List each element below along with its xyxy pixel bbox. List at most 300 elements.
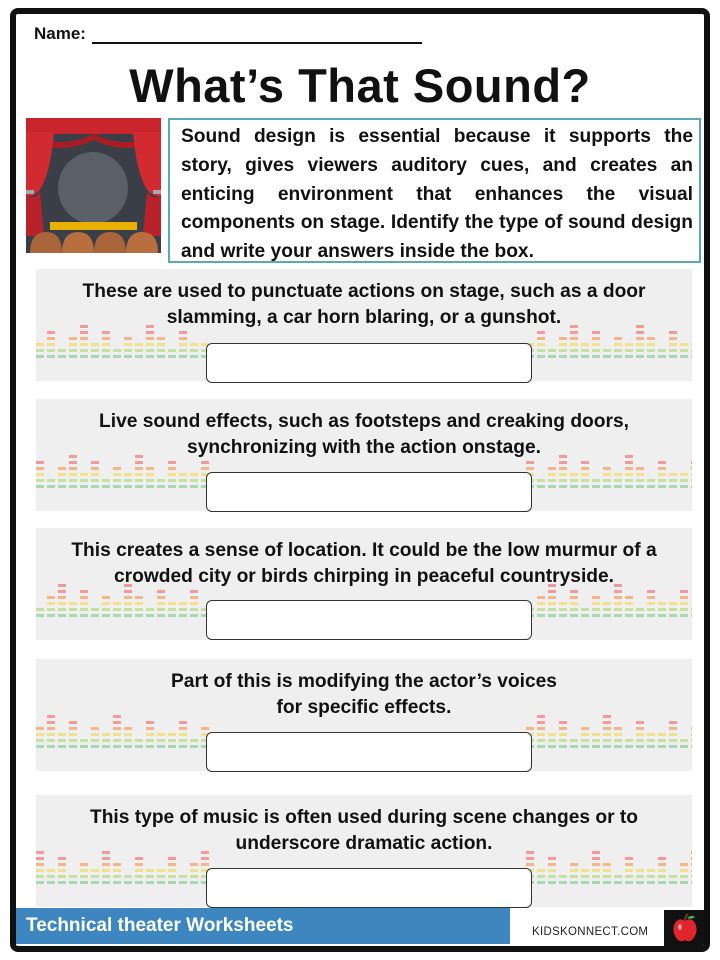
equalizer-bar xyxy=(625,739,633,742)
equalizer-bar xyxy=(592,863,600,866)
equalizer-bar xyxy=(113,869,121,872)
equalizer-bar xyxy=(537,745,545,748)
equalizer-bar xyxy=(135,467,143,470)
equalizer-bar xyxy=(570,355,578,358)
equalizer-bar xyxy=(548,479,556,482)
equalizer-bar xyxy=(559,467,567,470)
equalizer-bar xyxy=(36,473,44,476)
equalizer-bar xyxy=(91,349,99,352)
equalizer-bar xyxy=(559,614,567,617)
equalizer-bar xyxy=(91,875,99,878)
equalizer-bar xyxy=(581,355,589,358)
equalizer-bar xyxy=(157,745,165,748)
equalizer-bar xyxy=(537,602,545,605)
equalizer-bar xyxy=(548,355,556,358)
equalizer-bar xyxy=(168,863,176,866)
equalizer-bar xyxy=(102,337,110,340)
equalizer-bar xyxy=(537,881,545,884)
equalizer-bar xyxy=(69,602,77,605)
equalizer-bar xyxy=(537,596,545,599)
equalizer-bar xyxy=(58,739,66,742)
equalizer-bar xyxy=(36,875,44,878)
equalizer-bar xyxy=(614,590,622,593)
equalizer-bar xyxy=(592,881,600,884)
equalizer-bar xyxy=(113,881,121,884)
equalizer-bar xyxy=(614,614,622,617)
equalizer-bar xyxy=(603,355,611,358)
equalizer-bar xyxy=(559,881,567,884)
equalizer-bar xyxy=(614,485,622,488)
equalizer-bar xyxy=(680,596,688,599)
equalizer-bar xyxy=(625,869,633,872)
equalizer-bar xyxy=(548,863,556,866)
equalizer-bar xyxy=(680,614,688,617)
theater-stage-icon xyxy=(26,118,161,253)
equalizer-bar xyxy=(91,485,99,488)
equalizer-bar xyxy=(570,608,578,611)
equalizer-bar xyxy=(36,461,44,464)
question-text-3: This creates a sense of location. It could be the low murmur of a crowded city or birds chirping in peaceful countryside. xyxy=(71,540,657,587)
equalizer-bar xyxy=(124,485,132,488)
equalizer-bar xyxy=(179,881,187,884)
equalizer-bar xyxy=(58,745,66,748)
equalizer-bar xyxy=(168,479,176,482)
equalizer-bar xyxy=(190,485,198,488)
equalizer-bar xyxy=(581,745,589,748)
equalizer-bar xyxy=(146,343,154,346)
equalizer-bar xyxy=(592,349,600,352)
equalizer-bar xyxy=(669,733,677,736)
equalizer-bar xyxy=(113,473,121,476)
equalizer-bar xyxy=(625,745,633,748)
equalizer-bar xyxy=(669,343,677,346)
equalizer-bar xyxy=(91,745,99,748)
equalizer-bar xyxy=(636,721,644,724)
equalizer-bar xyxy=(157,355,165,358)
equalizer-bar xyxy=(691,343,692,346)
equalizer-bar xyxy=(124,881,132,884)
equalizer-bar xyxy=(157,875,165,878)
question-text-1: These are used to punctuate actions on stage, such as a door slamming, a car horn blaring, or a gunshot. xyxy=(82,281,646,328)
equalizer-bar xyxy=(581,349,589,352)
equalizer-bar xyxy=(113,355,121,358)
equalizer-bar xyxy=(570,602,578,605)
equalizer-bar xyxy=(636,881,644,884)
equalizer-bar xyxy=(47,745,55,748)
apple-logo-icon xyxy=(664,910,706,946)
equalizer-bar xyxy=(179,739,187,742)
equalizer-bar xyxy=(102,875,110,878)
equalizer-bar xyxy=(36,355,44,358)
equalizer-bar xyxy=(113,602,121,605)
equalizer-bar xyxy=(58,473,66,476)
equalizer-bar xyxy=(201,857,209,860)
equalizer-bar xyxy=(91,479,99,482)
equalizer-bar xyxy=(80,343,88,346)
equalizer-bar xyxy=(80,479,88,482)
equalizer-bar xyxy=(559,349,567,352)
equalizer-bar xyxy=(592,479,600,482)
equalizer-bar xyxy=(91,614,99,617)
equalizer-bar xyxy=(113,727,121,730)
equalizer-bar xyxy=(680,479,688,482)
equalizer-bar xyxy=(146,467,154,470)
equalizer-bar xyxy=(201,461,209,464)
equalizer-bar xyxy=(537,337,545,340)
equalizer-bar xyxy=(537,739,545,742)
equalizer-bar xyxy=(548,596,556,599)
equalizer-bar xyxy=(36,733,44,736)
equalizer-bar xyxy=(636,479,644,482)
equalizer-bar xyxy=(581,608,589,611)
equalizer-bar xyxy=(190,614,198,617)
equalizer-bar xyxy=(36,881,44,884)
answer-box-4[interactable] xyxy=(206,732,532,772)
equalizer-bar xyxy=(614,602,622,605)
equalizer-bar xyxy=(647,355,655,358)
equalizer-bar xyxy=(548,745,556,748)
equalizer-bar xyxy=(680,473,688,476)
equalizer-bar xyxy=(691,355,692,358)
equalizer-bar xyxy=(559,461,567,464)
equalizer-bar xyxy=(190,473,198,476)
equalizer-bar xyxy=(680,869,688,872)
equalizer-bar xyxy=(625,863,633,866)
equalizer-bar xyxy=(691,857,692,860)
equalizer-bar xyxy=(647,479,655,482)
equalizer-bar xyxy=(570,590,578,593)
equalizer-bar xyxy=(58,479,66,482)
equalizer-bar xyxy=(58,349,66,352)
equalizer-bar xyxy=(592,739,600,742)
equalizer-bar xyxy=(102,485,110,488)
equalizer-bar xyxy=(113,467,121,470)
equalizer-bar xyxy=(691,733,692,736)
equalizer-bar xyxy=(135,343,143,346)
equalizer-bar xyxy=(80,869,88,872)
equalizer-bar xyxy=(146,485,154,488)
equalizer-bar xyxy=(124,745,132,748)
equalizer-bar xyxy=(570,881,578,884)
equalizer-bar xyxy=(58,467,66,470)
equalizer-bar xyxy=(669,614,677,617)
equalizer-bar xyxy=(146,337,154,340)
equalizer-bar xyxy=(69,745,77,748)
equalizer-bar xyxy=(636,608,644,611)
equalizer-bar xyxy=(146,608,154,611)
equalizer-bar xyxy=(157,596,165,599)
equalizer-bar xyxy=(691,727,692,730)
equalizer-bar xyxy=(669,485,677,488)
equalizer-bar xyxy=(581,343,589,346)
equalizer-bar xyxy=(80,473,88,476)
equalizer-bar xyxy=(179,331,187,334)
equalizer-bar xyxy=(146,881,154,884)
equalizer-bar xyxy=(658,479,666,482)
equalizer-bar xyxy=(69,355,77,358)
equalizer-bar xyxy=(603,863,611,866)
equalizer-bar xyxy=(592,733,600,736)
equalizer-bar xyxy=(146,869,154,872)
equalizer-bar xyxy=(91,869,99,872)
name-label: Name: xyxy=(34,24,86,43)
answer-box-5[interactable] xyxy=(206,868,532,908)
equalizer-bar xyxy=(135,479,143,482)
equalizer-bar xyxy=(537,331,545,334)
equalizer-bar xyxy=(691,875,692,878)
answer-box-2[interactable] xyxy=(206,472,532,512)
equalizer-bar xyxy=(102,596,110,599)
equalizer-bar xyxy=(559,733,567,736)
equalizer-bar xyxy=(58,602,66,605)
equalizer-bar xyxy=(179,745,187,748)
equalizer-bar xyxy=(636,467,644,470)
equalizer-bar xyxy=(179,337,187,340)
equalizer-bar xyxy=(157,343,165,346)
equalizer-bar xyxy=(58,857,66,860)
equalizer-bar xyxy=(636,485,644,488)
equalizer-bar xyxy=(625,349,633,352)
equalizer-bar xyxy=(58,733,66,736)
question-text-5: This type of music is often used during scene changes or to underscore dramatic action. xyxy=(89,807,638,854)
equalizer-bar xyxy=(201,727,209,730)
equalizer-bar xyxy=(47,349,55,352)
equalizer-bar xyxy=(680,343,688,346)
equalizer-bar xyxy=(614,343,622,346)
equalizer-bar xyxy=(168,869,176,872)
equalizer-bar xyxy=(135,461,143,464)
equalizer-bar xyxy=(190,608,198,611)
equalizer-bar xyxy=(102,349,110,352)
equalizer-bar xyxy=(113,608,121,611)
equalizer-bar xyxy=(548,485,556,488)
equalizer-bar xyxy=(190,875,198,878)
equalizer-bar xyxy=(135,869,143,872)
equalizer-bar xyxy=(658,733,666,736)
equalizer-bar xyxy=(102,331,110,334)
equalizer-bar xyxy=(135,596,143,599)
equalizer-bar xyxy=(625,355,633,358)
equalizer-bar xyxy=(157,337,165,340)
equalizer-bar xyxy=(157,590,165,593)
equalizer-bar xyxy=(581,727,589,730)
equalizer-bar xyxy=(647,739,655,742)
equalizer-bar xyxy=(680,349,688,352)
equalizer-bar xyxy=(581,479,589,482)
question-text-4: Part of this is modifying the actor’s voices for specific effects. xyxy=(171,671,557,718)
equalizer-bar xyxy=(625,602,633,605)
equalizer-bar xyxy=(669,331,677,334)
equalizer-bar xyxy=(69,614,77,617)
equalizer-bar xyxy=(625,881,633,884)
equalizer-bar xyxy=(157,602,165,605)
equalizer-bar xyxy=(80,614,88,617)
equalizer-bar xyxy=(47,739,55,742)
equalizer-bar xyxy=(548,614,556,617)
equalizer-bar xyxy=(603,745,611,748)
equalizer-bar xyxy=(124,343,132,346)
equalizer-bar xyxy=(570,739,578,742)
equalizer-bar xyxy=(179,485,187,488)
equalizer-bar xyxy=(691,614,692,617)
equalizer-bar xyxy=(80,349,88,352)
equalizer-bar xyxy=(581,869,589,872)
equalizer-bar xyxy=(647,337,655,340)
equalizer-bar xyxy=(669,875,677,878)
equalizer-bar xyxy=(636,869,644,872)
equalizer-bar xyxy=(146,739,154,742)
equalizer-bar xyxy=(559,479,567,482)
equalizer-bar xyxy=(47,727,55,730)
equalizer-bar xyxy=(179,602,187,605)
equalizer-bar xyxy=(47,596,55,599)
equalizer-bar xyxy=(603,473,611,476)
answer-box-1[interactable] xyxy=(206,343,532,383)
equalizer-bar xyxy=(179,473,187,476)
equalizer-bar xyxy=(47,869,55,872)
equalizer-bar xyxy=(80,875,88,878)
equalizer-bar xyxy=(36,467,44,470)
equalizer-bar xyxy=(58,355,66,358)
equalizer-bar xyxy=(157,479,165,482)
equalizer-bar xyxy=(636,473,644,476)
equalizer-bar xyxy=(80,739,88,742)
equalizer-bar xyxy=(135,863,143,866)
equalizer-bar xyxy=(647,875,655,878)
equalizer-bar xyxy=(113,875,121,878)
equalizer-bar xyxy=(69,727,77,730)
name-blank-line[interactable] xyxy=(92,26,422,44)
equalizer-bar xyxy=(614,881,622,884)
equalizer-bar xyxy=(146,727,154,730)
equalizer-bar xyxy=(625,467,633,470)
equalizer-bar xyxy=(691,473,692,476)
equalizer-bar xyxy=(614,473,622,476)
equalizer-bar xyxy=(179,733,187,736)
equalizer-bar xyxy=(102,745,110,748)
equalizer-bar xyxy=(647,745,655,748)
equalizer-bar xyxy=(581,461,589,464)
equalizer-bar xyxy=(636,614,644,617)
equalizer-bar xyxy=(603,349,611,352)
equalizer-bar xyxy=(80,355,88,358)
equalizer-bar xyxy=(570,745,578,748)
equalizer-bar xyxy=(135,608,143,611)
equalizer-bar xyxy=(47,608,55,611)
equalizer-bar xyxy=(647,869,655,872)
equalizer-bar xyxy=(658,608,666,611)
equalizer-bar xyxy=(113,745,121,748)
answer-box-3[interactable] xyxy=(206,600,532,640)
equalizer-bar xyxy=(669,479,677,482)
equalizer-bar xyxy=(36,608,44,611)
equalizer-bar xyxy=(80,331,88,334)
equalizer-bar xyxy=(91,739,99,742)
equalizer-bar xyxy=(548,739,556,742)
equalizer-bar xyxy=(157,869,165,872)
equalizer-bar xyxy=(47,602,55,605)
equalizer-bar xyxy=(647,485,655,488)
equalizer-bar xyxy=(157,614,165,617)
equalizer-bar xyxy=(146,733,154,736)
equalizer-bar xyxy=(680,590,688,593)
equalizer-bar xyxy=(691,608,692,611)
equalizer-bar xyxy=(592,869,600,872)
equalizer-bar xyxy=(570,596,578,599)
name-field xyxy=(34,24,422,44)
equalizer-bar xyxy=(625,875,633,878)
equalizer-bar xyxy=(124,733,132,736)
equalizer-bar xyxy=(548,602,556,605)
equalizer-bar xyxy=(548,857,556,860)
equalizer-bar xyxy=(135,875,143,878)
equalizer-bar xyxy=(113,485,121,488)
equalizer-bar xyxy=(603,485,611,488)
equalizer-bar xyxy=(168,739,176,742)
equalizer-bar xyxy=(570,337,578,340)
equalizer-bar xyxy=(69,343,77,346)
equalizer-bar xyxy=(603,727,611,730)
equalizer-bar xyxy=(581,733,589,736)
equalizer-bar xyxy=(592,343,600,346)
equalizer-bar xyxy=(658,739,666,742)
equalizer-bar xyxy=(124,739,132,742)
equalizer-bar xyxy=(168,857,176,860)
equalizer-bar xyxy=(113,479,121,482)
equalizer-bar xyxy=(537,727,545,730)
equalizer-bar xyxy=(548,473,556,476)
equalizer-bar xyxy=(58,485,66,488)
equalizer-bar xyxy=(190,349,198,352)
equalizer-bar xyxy=(80,596,88,599)
equalizer-bar xyxy=(135,355,143,358)
equalizer-bar xyxy=(135,881,143,884)
equalizer-bar xyxy=(146,745,154,748)
equalizer-bar xyxy=(603,602,611,605)
intro-paragraph: Sound design is essential because it supports the story, gives viewers auditory cues, and creates an enticing environment that enhances the visual components on stage. Identify the type of sound design and write your answers inside the box. xyxy=(168,118,701,263)
equalizer-bar xyxy=(691,467,692,470)
equalizer-bar xyxy=(124,602,132,605)
equalizer-bar xyxy=(614,349,622,352)
equalizer-bar xyxy=(190,355,198,358)
equalizer-bar xyxy=(190,596,198,599)
equalizer-bar xyxy=(625,343,633,346)
equalizer-bar xyxy=(669,355,677,358)
equalizer-bar xyxy=(658,473,666,476)
equalizer-bar xyxy=(603,721,611,724)
equalizer-bar xyxy=(625,596,633,599)
equalizer-bar xyxy=(102,863,110,866)
equalizer-bar xyxy=(146,721,154,724)
equalizer-bar xyxy=(680,485,688,488)
equalizer-bar xyxy=(614,727,622,730)
equalizer-bar xyxy=(157,881,165,884)
equalizer-bar xyxy=(625,614,633,617)
equalizer-bar xyxy=(548,608,556,611)
equalizer-bar xyxy=(69,485,77,488)
equalizer-bar xyxy=(603,881,611,884)
equalizer-bar xyxy=(680,875,688,878)
equalizer-bar xyxy=(548,467,556,470)
equalizer-bar xyxy=(581,614,589,617)
page-title: What’s That Sound? xyxy=(129,59,591,112)
equalizer-bar xyxy=(581,467,589,470)
equalizer-bar xyxy=(102,479,110,482)
equalizer-bar xyxy=(124,727,132,730)
equalizer-bar xyxy=(537,608,545,611)
equalizer-bar xyxy=(691,881,692,884)
equalizer-bar xyxy=(592,608,600,611)
